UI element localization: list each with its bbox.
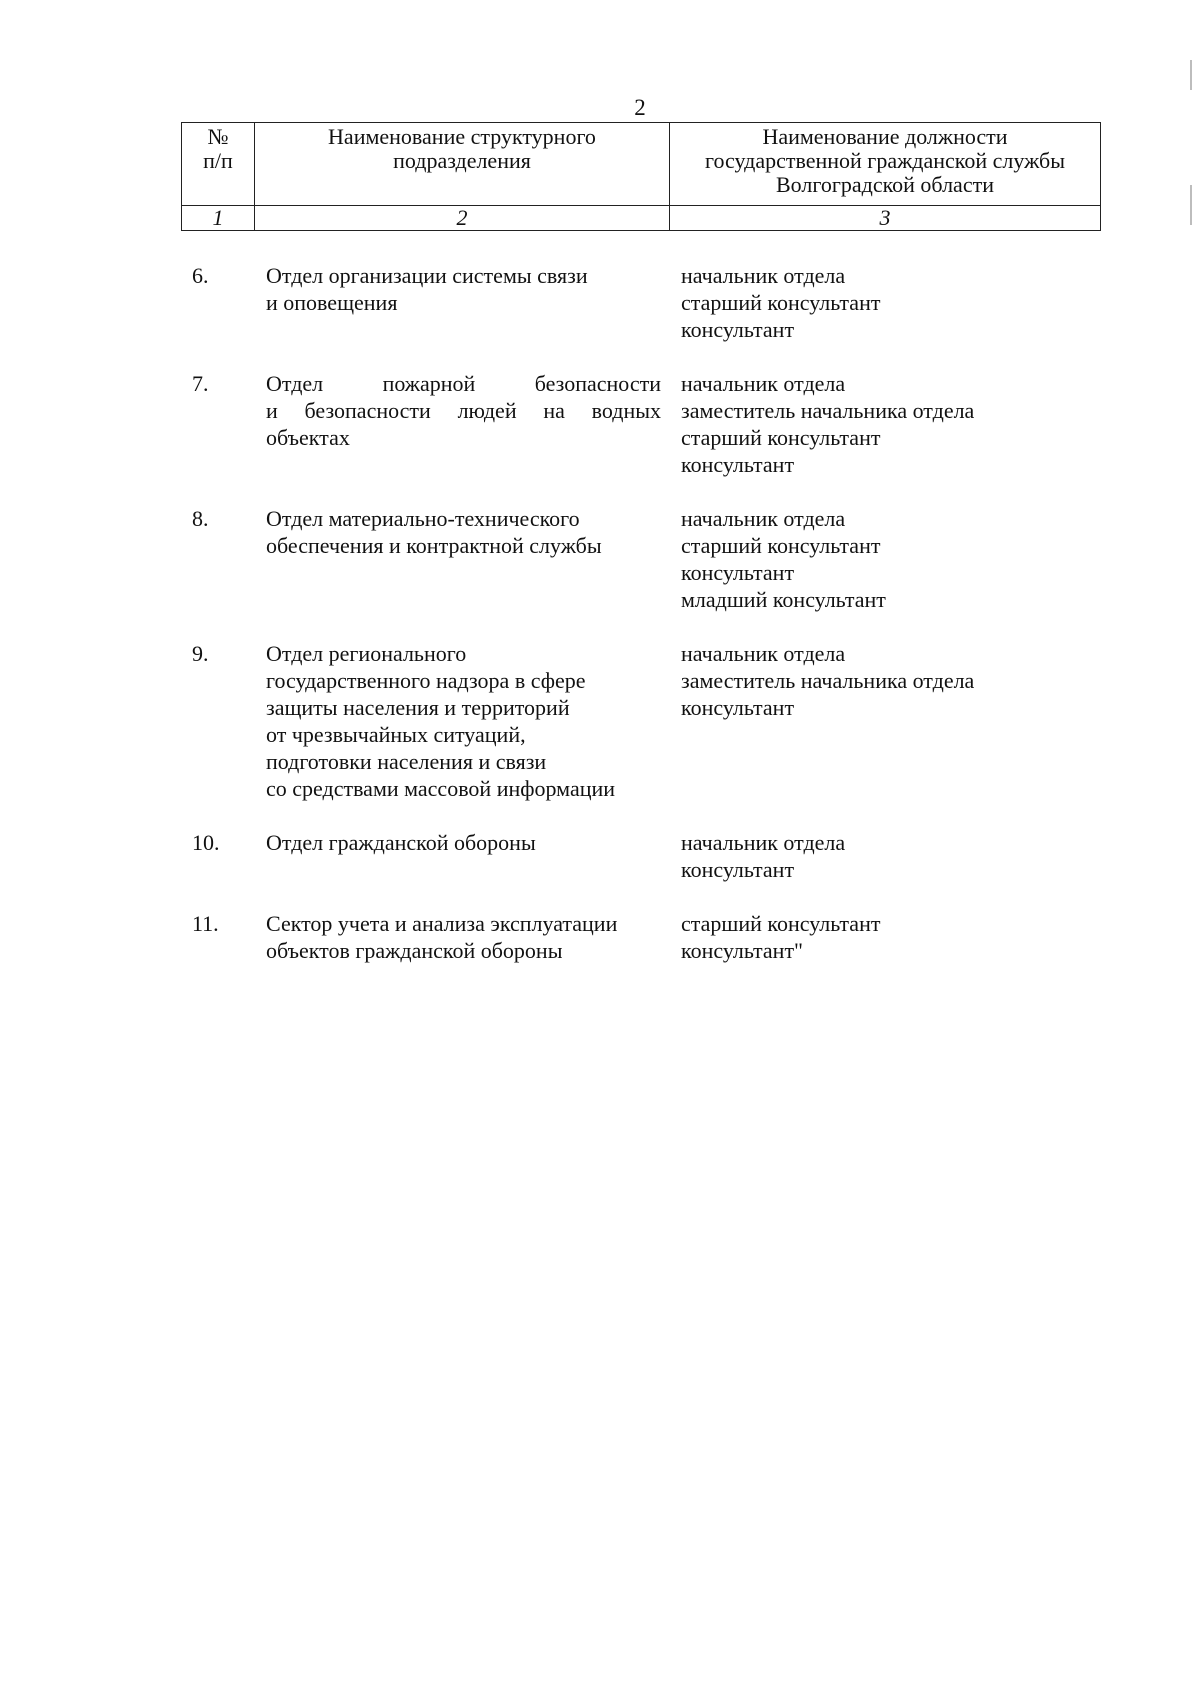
entry-number: 8. (192, 506, 209, 531)
position-line: начальник отдела (681, 371, 846, 396)
position-line: консультант (681, 560, 795, 585)
position-line: старший консультант (681, 911, 881, 936)
column-number-row (182, 206, 1101, 231)
position-line: начальник отдела (681, 641, 846, 666)
entry-row (0, 505, 1200, 613)
entry-number: 6. (192, 263, 209, 288)
position-line: консультант (681, 317, 795, 342)
department-line: и безопасности людей на водных (266, 398, 661, 423)
position-line: старший консультант (681, 290, 881, 315)
department-line: Отдел пожарной безопасности (266, 371, 661, 396)
entry-row (0, 829, 1200, 883)
department-line: Сектор учета и анализа эксплуатации (266, 911, 618, 936)
header-col-department (255, 123, 670, 206)
entry-department (266, 370, 661, 451)
entry-department (266, 910, 661, 964)
header-table (181, 122, 1101, 231)
entry-positions (681, 370, 1101, 478)
entry-row (0, 262, 1200, 343)
header-col-number-line: № (207, 124, 229, 149)
position-line: консультант (681, 695, 795, 720)
entry-number: 9. (192, 641, 209, 666)
position-line: начальник отдела (681, 830, 846, 855)
column-number-1: 1 (182, 206, 255, 231)
entry-positions (681, 640, 1101, 721)
department-line: обеспечения и контрактной службы (266, 533, 602, 558)
entry-department (266, 262, 661, 316)
position-line: консультант (681, 452, 795, 477)
department-line: Отдел материально-технического (266, 506, 580, 531)
entry-row (0, 640, 1200, 802)
column-number-3: 3 (670, 206, 1101, 231)
header-col-department-line: подразделения (393, 148, 531, 173)
header-col-number (182, 123, 255, 206)
entry-department (266, 829, 661, 856)
entry-number: 7. (192, 371, 209, 396)
position-line: заместитель начальника отдела (681, 668, 975, 693)
entry-row (0, 910, 1200, 964)
header-col-number-line: п/п (203, 148, 233, 173)
scan-edge-mark (1190, 60, 1192, 90)
department-line: подготовки населения и связи (266, 749, 547, 774)
department-line: защиты населения и территорий (266, 695, 570, 720)
entry-positions (681, 262, 1101, 343)
department-line: Отдел гражданской обороны (266, 830, 536, 855)
position-line: старший консультант (681, 425, 881, 450)
position-line: консультант (681, 857, 795, 882)
position-line: начальник отдела (681, 506, 846, 531)
header-col-department-line: Наименование структурного (328, 124, 596, 149)
position-line: консультант" (681, 938, 804, 963)
position-line: начальник отдела (681, 263, 846, 288)
entries-list (0, 262, 1200, 991)
position-line: старший консультант (681, 533, 881, 558)
entry-number: 11. (192, 911, 219, 936)
entry-number: 10. (192, 830, 220, 855)
department-line: Отдел регионального (266, 641, 467, 666)
entry-row (0, 370, 1200, 478)
header-row (182, 123, 1101, 206)
scan-edge-mark (1190, 185, 1192, 225)
header-col-position (670, 123, 1101, 206)
entry-positions (681, 910, 1101, 964)
header-col-position-line: Наименование должности (762, 124, 1008, 149)
entry-positions (681, 829, 1101, 883)
entry-positions (681, 505, 1101, 613)
department-line: объектах (266, 425, 350, 450)
department-line: со средствами массовой информации (266, 776, 616, 801)
department-line: государственного надзора в сфере (266, 668, 586, 693)
department-line: Отдел организации системы связи (266, 263, 588, 288)
entry-department (266, 505, 661, 559)
position-line: младший консультант (681, 587, 886, 612)
department-line: и оповещения (266, 290, 398, 315)
department-line: от чрезвычайных ситуаций, (266, 722, 526, 747)
column-number-2: 2 (255, 206, 670, 231)
page-number: 2 (634, 95, 646, 120)
position-line: заместитель начальника отдела (681, 398, 975, 423)
header-col-position-line: Волгоградской области (776, 172, 994, 197)
department-line: объектов гражданской обороны (266, 938, 563, 963)
header-col-position-line: государственной гражданской службы (705, 148, 1065, 173)
entry-department (266, 640, 661, 802)
